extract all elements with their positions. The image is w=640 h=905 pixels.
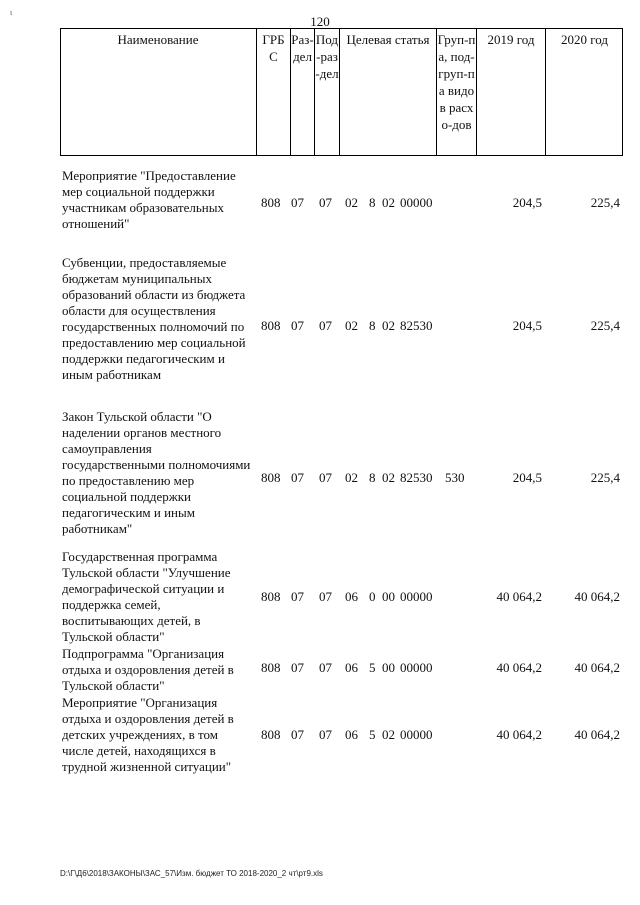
cell-ts3: 02: [382, 727, 395, 742]
header-2020: 2020 год: [545, 28, 623, 156]
cell-grbs: 808: [261, 727, 281, 742]
header-target-article: Целевая статья: [339, 28, 436, 156]
row-name: Закон Тульской области "О наделении органов местного самоуправления государственными полномочиями по предоставлению мер социальной поддержки педагогическим и иным работникам": [62, 409, 251, 536]
cell-y2020: 225,4: [590, 195, 620, 210]
header-2019: 2019 год: [476, 28, 545, 156]
cell-ts3: 00: [382, 660, 395, 675]
cell-ts4: 00000: [400, 727, 433, 742]
cell-ts2: 8: [369, 318, 376, 333]
cell-razdel: 07: [291, 318, 304, 333]
cell-grbs: 808: [261, 195, 281, 210]
header-expense-group: Груп-па, под-груп-па видов расхо-дов: [436, 28, 476, 156]
cell-grbs: 808: [261, 470, 281, 485]
row-name: Государственная программа Тульской области "Улучшение демографической ситуации и поддержка семей, воспитывающих детей, в Тульской области": [62, 549, 231, 644]
cell-razdel: 07: [291, 195, 304, 210]
cell-razdel: 07: [291, 660, 304, 675]
cell-razdel: 07: [291, 727, 304, 742]
cell-y2019: 40 064,2: [496, 589, 542, 604]
cell-ts1: 02: [345, 318, 358, 333]
footer-file-path: D:\Г\Д6\2018\ЗАКОНЫ\ЗАС_57\Изм. бюджет ТО 2018-2020_2 чт\рт9.xls: [60, 869, 323, 878]
row-name: Субвенции, предоставляемые бюджетам муниципальных образований области из бюджета области для осуществления государственных полномочий по предоставлению мер социальной поддержки педагогическим и иным работникам: [62, 255, 246, 382]
cell-ts4: 00000: [400, 589, 433, 604]
cell-y2019: 204,5: [512, 195, 542, 210]
cell-podrazdel: 07: [319, 318, 332, 333]
cell-ts4: 82530: [400, 470, 433, 485]
cell-ts4: 00000: [400, 660, 433, 675]
cell-grbs: 808: [261, 318, 281, 333]
cell-ts1: 06: [345, 589, 358, 604]
row-name: Подпрограмма "Организация отдыха и оздоровления детей в Тульской области": [62, 646, 234, 693]
cell-ts2: 5: [369, 727, 376, 742]
cell-ts4: 00000: [400, 195, 433, 210]
row-name: Мероприятие "Организация отдыха и оздоровления детей в детских учреждениях, в том числе детей, находящихся в трудной жизненной ситуации": [62, 695, 234, 774]
cell-ts3: 02: [382, 470, 395, 485]
cell-y2020: 40 064,2: [574, 660, 620, 675]
cell-y2019: 40 064,2: [496, 660, 542, 675]
header-razdel: Раз-дел: [290, 28, 314, 156]
cell-y2019: 204,5: [512, 470, 542, 485]
cell-podrazdel: 07: [319, 660, 332, 675]
header-grbs: ГРБ С: [256, 28, 290, 156]
cell-podrazdel: 07: [319, 195, 332, 210]
corner-mark: ι: [10, 8, 13, 17]
cell-y2020: 225,4: [590, 318, 620, 333]
cell-razdel: 07: [291, 470, 304, 485]
cell-y2019: 204,5: [512, 318, 542, 333]
cell-podrazdel: 07: [319, 470, 332, 485]
cell-ts2: 5: [369, 660, 376, 675]
header-podrazdel: Под-раз-дел: [314, 28, 339, 156]
cell-podrazdel: 07: [319, 589, 332, 604]
cell-group: 530: [445, 470, 465, 485]
cell-y2020: 225,4: [590, 470, 620, 485]
page-number: 120: [310, 14, 330, 29]
cell-ts3: 00: [382, 589, 395, 604]
cell-ts1: 02: [345, 470, 358, 485]
cell-grbs: 808: [261, 660, 281, 675]
cell-ts1: 06: [345, 727, 358, 742]
row-name: Мероприятие "Предоставление мер социальной поддержки участникам образовательных отношений": [62, 168, 236, 231]
cell-ts2: 8: [369, 195, 376, 210]
cell-y2019: 40 064,2: [496, 727, 542, 742]
cell-ts1: 06: [345, 660, 358, 675]
cell-ts2: 8: [369, 470, 376, 485]
cell-ts2: 0: [369, 589, 376, 604]
cell-razdel: 07: [291, 589, 304, 604]
cell-ts3: 02: [382, 318, 395, 333]
cell-ts3: 02: [382, 195, 395, 210]
cell-podrazdel: 07: [319, 727, 332, 742]
cell-ts4: 82530: [400, 318, 433, 333]
cell-y2020: 40 064,2: [574, 589, 620, 604]
cell-grbs: 808: [261, 589, 281, 604]
header-name: Наименование: [117, 32, 199, 47]
cell-ts1: 02: [345, 195, 358, 210]
cell-y2020: 40 064,2: [574, 727, 620, 742]
